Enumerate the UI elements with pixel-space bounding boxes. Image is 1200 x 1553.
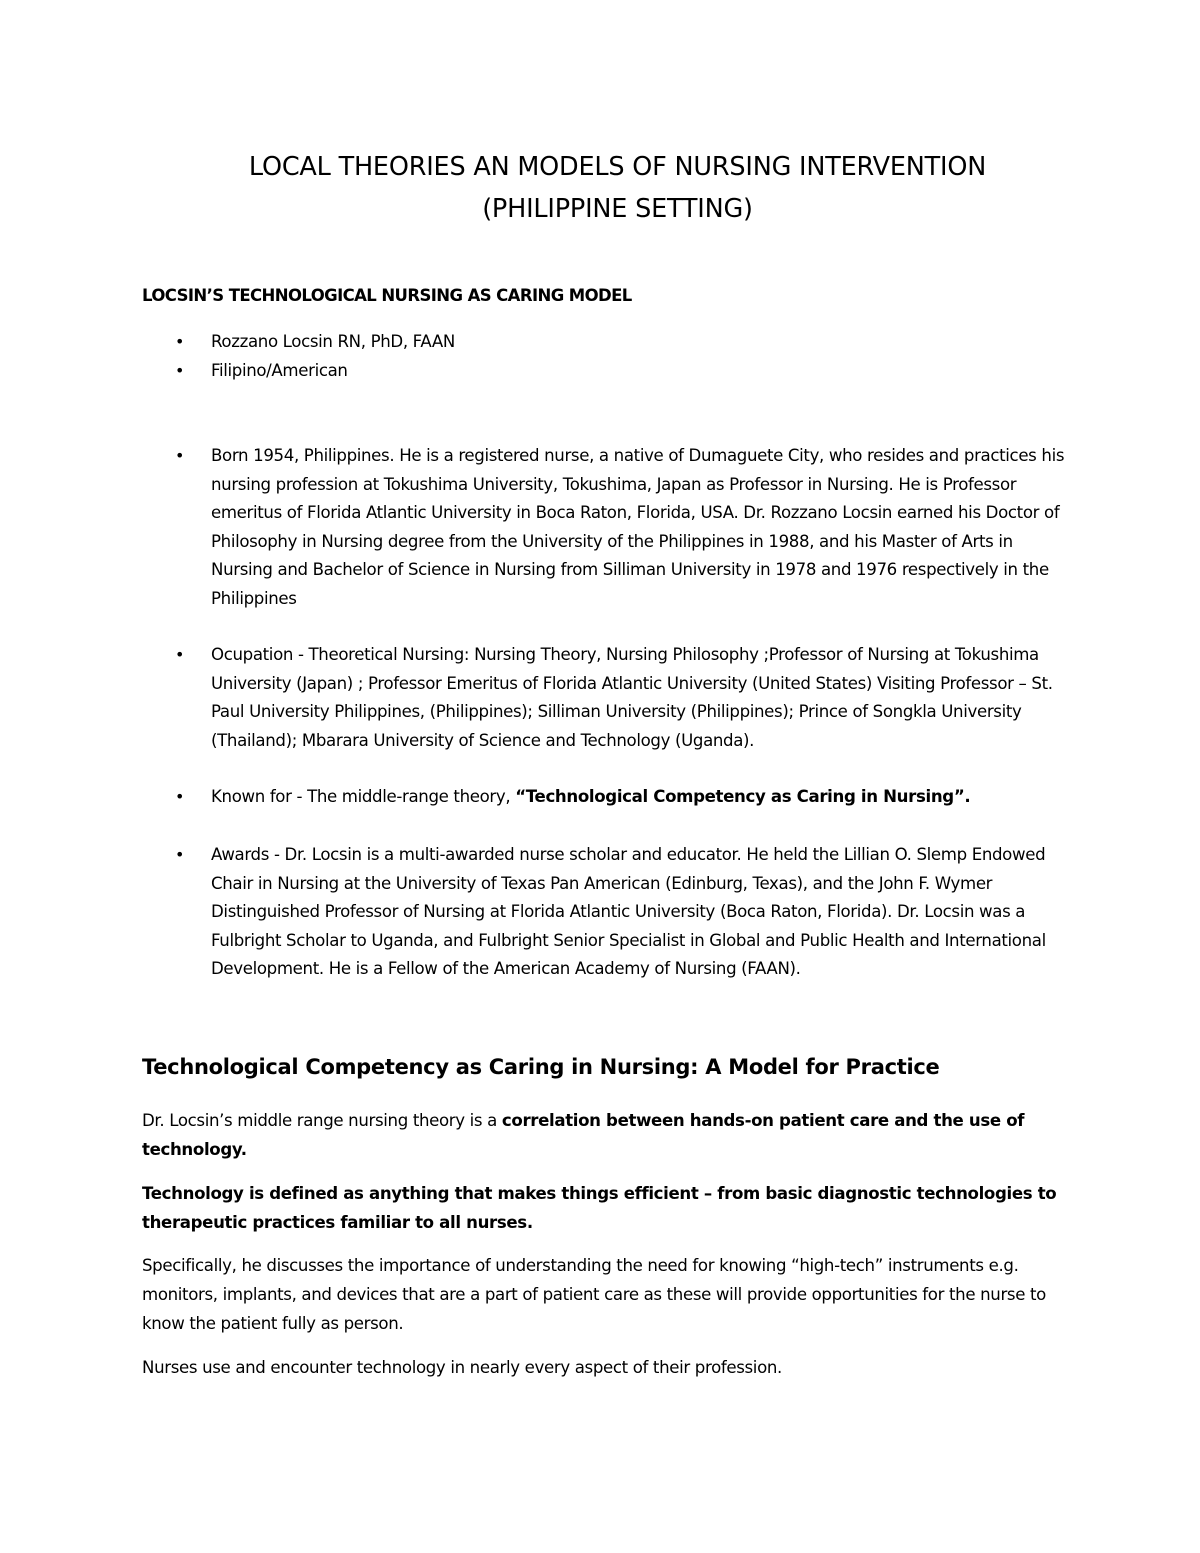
occupation-text: Ocupation - Theoretical Nursing: Nursing Theory, Nursing Philosophy ;Professor of Nursing at Tokushima University (Japan) ; Professor Emeritus of Florida Atlantic University (United States) Visiting Professor – St. Paul University Philippines, (Philippines); Silliman University (Philippines); Prince of Songkla University (Thailand); Mbarara University of Science and Technology (Uganda). [211, 645, 1053, 750]
bullet-icon: • [175, 332, 185, 351]
document-title [0, 146, 1200, 230]
section-heading: LOCSIN’S TECHNOLOGICAL NURSING AS CARING MODEL [142, 286, 632, 305]
paragraph-1 [142, 1106, 1062, 1164]
list-item [175, 357, 1071, 386]
paragraph-1-bold: correlation between hands-on patient care and the use of technology. [142, 1111, 1025, 1159]
awards-text: Awards - Dr. Locsin is a multi-awarded nurse scholar and educator. He held the Lillian O. Slemp Endowed Chair in Nursing at the University of Texas Pan American (Edinburg, Texas), and the John F. Wymer Distinguished Professor of Nursing at Florida Atlantic University (Boca Raton, Florida). Dr. Locsin was a Fulbright Scholar to Uganda, and Fulbright Senior Specialist in Global and Public Health and International Development. He is a Fellow of the American Academy of Nursing (FAAN). [211, 845, 1046, 978]
list-item [175, 442, 1071, 613]
bullet-known-for [175, 783, 1071, 812]
bullet-icon: • [175, 645, 185, 664]
list-item [175, 841, 1071, 984]
title-line-1: LOCAL THEORIES AN MODELS OF NURSING INTERVENTION [248, 152, 987, 182]
bullet-icon: • [175, 787, 185, 806]
known-for-theory: “Technological Competency as Caring in Nursing”. [515, 787, 971, 806]
model-heading: Technological Competency as Caring in Nursing: A Model for Practice [142, 1055, 940, 1079]
title-line-2: (PHILIPPINE SETTING) [482, 194, 753, 224]
bullet-awards [175, 841, 1071, 984]
paragraph-2: Technology is defined as anything that makes things efficient – from basic diagnostic technologies to therapeutic practices familiar to all nurses. [142, 1184, 1057, 1232]
born-text: Born 1954, Philippines. He is a registered nurse, a native of Dumaguete City, who resides and practices his nursing profession at Tokushima University, Tokushima, Japan as Professor in Nursing. He is Professor emeritus of Florida Atlantic University in Boca Raton, Florida, USA. Dr. Rozzano Locsin earned his Doctor of Philosophy in Nursing degree from the University of the Philippines in 1988, and his Master of Arts in Nursing and Bachelor of Science in Nursing from Silliman University in 1978 and 1976 respectively in the Philippines [211, 446, 1065, 608]
list-item [175, 328, 1071, 357]
bullet-icon: • [175, 446, 185, 465]
bullet-born [175, 442, 1071, 613]
paragraph-1-text: Dr. Locsin’s middle range nursing theory is a [142, 1111, 502, 1130]
list-item [175, 641, 1071, 755]
bullet-text: Rozzano Locsin RN, PhD, FAAN [211, 332, 455, 351]
bullet-icon: • [175, 845, 185, 864]
bullet-icon: • [175, 360, 185, 380]
bullet-occupation [175, 641, 1071, 755]
paragraph-4: Nurses use and encounter technology in nearly every aspect of their profession. [142, 1358, 782, 1377]
bullet-text: Filipino/American [211, 360, 348, 380]
bullet-list-top [175, 328, 1071, 385]
known-for-text: Known for - The middle-range theory, [211, 787, 516, 806]
list-item [175, 783, 1071, 812]
paragraph-3: Specifically, he discusses the importance of understanding the need for knowing “high-tech” instruments e.g. monitors, implants, and devices that are a part of patient care as these will provide opportunities for the nurse to know the patient fully as person. [142, 1256, 1046, 1333]
